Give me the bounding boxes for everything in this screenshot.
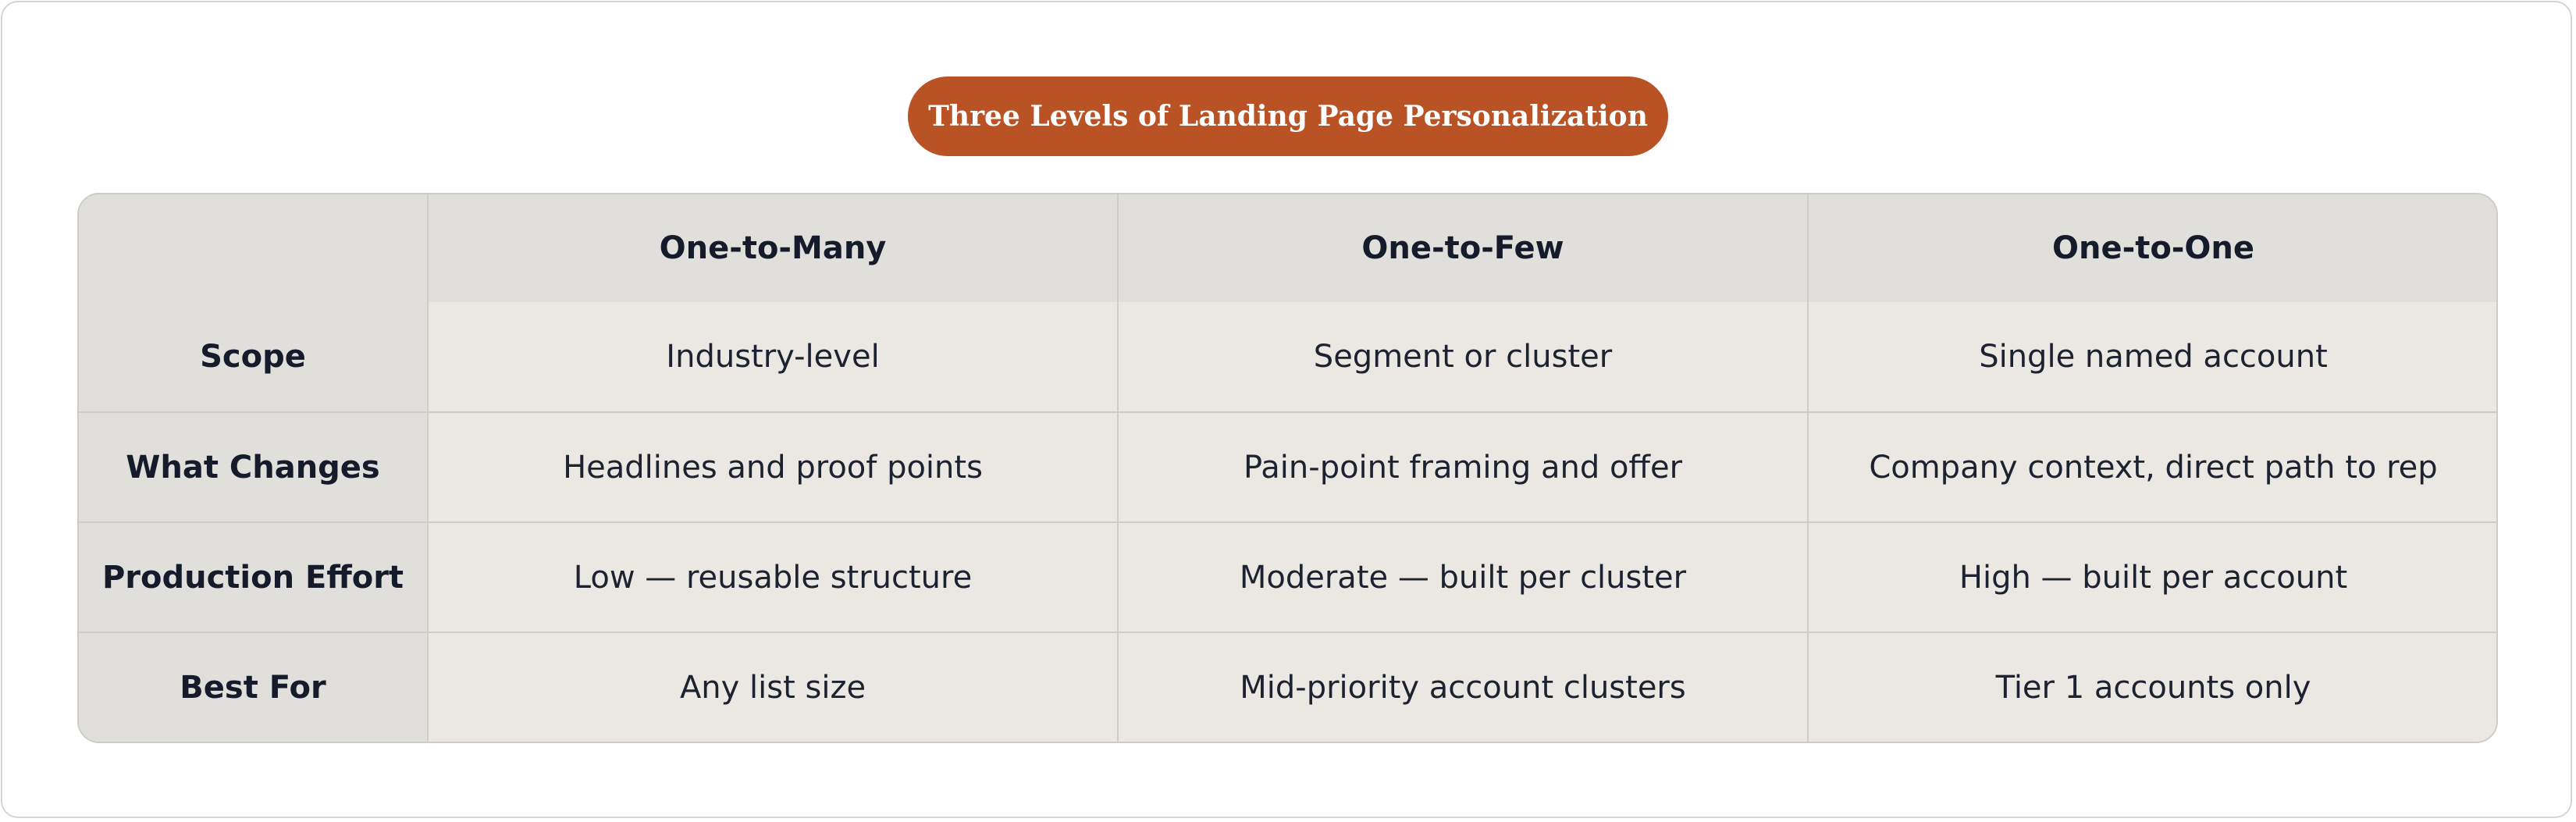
comparison-table	[77, 193, 2498, 743]
table-cell: Headlines and proof points	[428, 412, 1118, 522]
table-cell: Company context, direct path to rep	[1808, 412, 2498, 522]
page-title: Three Levels of Landing Page Personalization	[908, 77, 1668, 156]
column-header-one-to-many: One-to-Many	[428, 194, 1118, 302]
header-corner	[79, 194, 428, 302]
table-cell: Tier 1 accounts only	[1808, 632, 2498, 742]
table-cell: Industry-level	[428, 302, 1118, 412]
row-label-best-for: Best For	[79, 632, 428, 742]
table-header-row	[79, 194, 2498, 302]
table-cell: Any list size	[428, 632, 1118, 742]
table-row	[79, 632, 2498, 742]
table-row	[79, 412, 2498, 522]
table-cell: High — built per account	[1808, 522, 2498, 632]
table-row	[79, 302, 2498, 412]
table-cell: Pain-point framing and offer	[1118, 412, 1808, 522]
column-header-one-to-few: One-to-Few	[1118, 194, 1808, 302]
table-cell: Segment or cluster	[1118, 302, 1808, 412]
row-label-scope: Scope	[79, 302, 428, 412]
table-cell: Mid-priority account clusters	[1118, 632, 1808, 742]
table-cell: Moderate — built per cluster	[1118, 522, 1808, 632]
row-label-production-effort: Production Effort	[79, 522, 428, 632]
row-label-what-changes: What Changes	[79, 412, 428, 522]
table-cell: Low — reusable structure	[428, 522, 1118, 632]
table-cell: Single named account	[1808, 302, 2498, 412]
personalization-table	[79, 194, 2498, 742]
column-header-one-to-one: One-to-One	[1808, 194, 2498, 302]
table-row	[79, 522, 2498, 632]
